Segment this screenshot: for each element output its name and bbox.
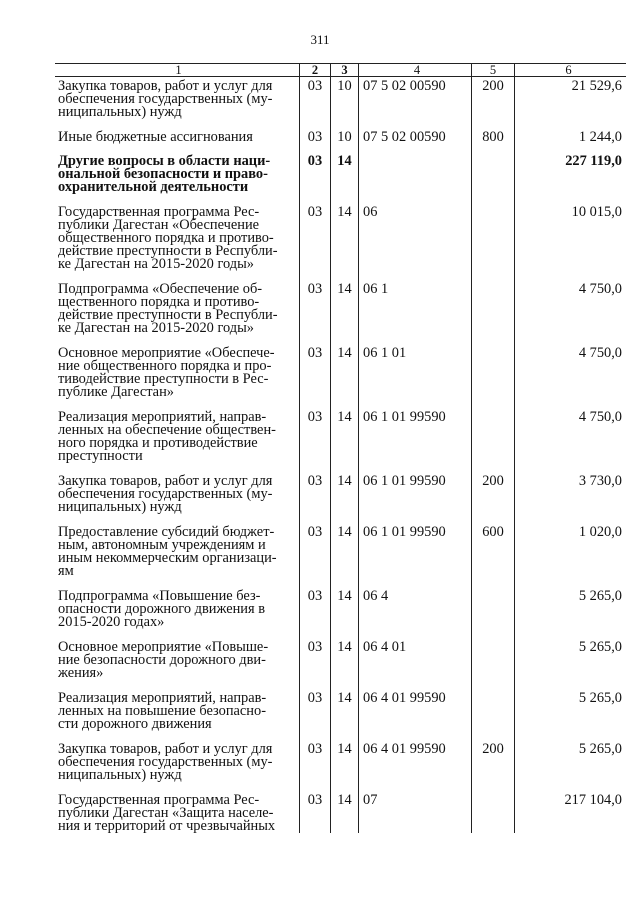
header-col-5: 5: [472, 64, 515, 77]
header-col-1: 1: [55, 64, 300, 77]
row-c6-cell: 4 750,0: [515, 408, 627, 472]
row-name-line: 2015-2020 годах»: [58, 613, 165, 630]
row-name-line: действие преступности в Республи-: [58, 306, 278, 323]
row-c4-cell: [359, 152, 472, 203]
row-name-line: тиводействие преступности в Рес-: [58, 370, 269, 387]
row-c5-cell: 600: [472, 523, 515, 587]
row-c3-cell: 14: [331, 689, 359, 740]
row-c5-cell: [472, 689, 515, 740]
row-name-line: Государственная программа Рес-: [58, 791, 260, 808]
table-row: [55, 344, 626, 408]
row-c6-cell: 4 750,0: [515, 280, 627, 344]
row-c3-cell: 14: [331, 587, 359, 638]
row-c3-cell: 14: [331, 523, 359, 587]
row-c3-cell: 14: [331, 152, 359, 203]
row-c2-cell: 03: [300, 77, 331, 128]
row-c5-cell: [472, 152, 515, 203]
row-name-line: обеспечения государственных (му-: [58, 753, 273, 770]
row-name-line: публики Дагестан «Защита населе-: [58, 804, 274, 821]
row-name-line: действие преступности в Республи-: [58, 242, 278, 259]
row-c5-cell: 200: [472, 77, 515, 128]
row-c2-cell: 03: [300, 472, 331, 523]
budget-table: [55, 63, 626, 833]
table-row: [55, 152, 626, 203]
row-name-line: Реализация мероприятий, направ-: [58, 689, 267, 706]
row-name-line: ленных на повышение безопасно-: [58, 702, 266, 719]
row-name-line: Закупка товаров, работ и услуг для: [58, 472, 273, 489]
table-row: [55, 791, 626, 833]
row-c3-cell: 10: [331, 128, 359, 152]
row-c6-cell: 21 529,6: [515, 77, 627, 128]
row-c5-cell: 800: [472, 128, 515, 152]
row-name-line: иным некоммерческим организаци-: [58, 549, 277, 566]
row-name-line: ке Дагестан на 2015-2020 годы»: [58, 319, 254, 336]
row-c6-cell: 3 730,0: [515, 472, 627, 523]
row-name-line: Государственная программа Рес-: [58, 203, 260, 220]
row-name-line: публике Дагестан»: [58, 383, 174, 400]
row-name-line: общественного порядка и противо-: [58, 229, 274, 246]
row-name-line: ным, автономным учреждениям и: [58, 536, 266, 553]
row-c4-cell: 06 4 01: [359, 638, 472, 689]
row-name-cell: [55, 740, 300, 791]
row-c2-cell: 03: [300, 689, 331, 740]
header-col-3: 3: [331, 64, 359, 77]
row-c3-cell: 14: [331, 638, 359, 689]
row-c5-cell: [472, 408, 515, 472]
row-c5-cell: 200: [472, 472, 515, 523]
row-name-cell: [55, 77, 300, 128]
row-c6-cell: 5 265,0: [515, 587, 627, 638]
row-c2-cell: 03: [300, 203, 331, 280]
row-c5-cell: 200: [472, 740, 515, 791]
row-c2-cell: 03: [300, 740, 331, 791]
row-c4-cell: 07: [359, 791, 472, 833]
row-c5-cell: [472, 280, 515, 344]
row-c3-cell: 14: [331, 344, 359, 408]
row-name-line: Подпрограмма «Повышение без-: [58, 587, 261, 604]
row-name-line: ниципальных) нужд: [58, 104, 182, 120]
table-body: [55, 77, 626, 833]
row-name-line: преступности: [58, 447, 143, 464]
row-c4-cell: 06 1 01 99590: [359, 408, 472, 472]
row-name-line: ленных на обеспечение обществен-: [58, 421, 276, 438]
row-name-line: Закупка товаров, работ и услуг для: [58, 78, 273, 94]
row-name-line: опасности дорожного движения в: [58, 600, 265, 617]
row-name-line: Основное мероприятие «Обеспече-: [58, 344, 275, 361]
row-name-line: сти дорожного движения: [58, 715, 212, 732]
row-name-line: ональной безопасности и право-: [58, 165, 268, 182]
header-col-4: 4: [359, 64, 472, 77]
row-c3-cell: 14: [331, 472, 359, 523]
row-name-line: ке Дагестан на 2015-2020 годы»: [58, 255, 254, 272]
row-c2-cell: 03: [300, 638, 331, 689]
row-name-line: ние безопасности дорожного дви-: [58, 651, 266, 668]
row-c3-cell: 14: [331, 791, 359, 833]
row-c3-cell: 14: [331, 280, 359, 344]
table-row: [55, 740, 626, 791]
row-name-line: жения»: [58, 664, 104, 681]
row-name-cell: [55, 128, 300, 152]
row-c4-cell: 06 4 01 99590: [359, 689, 472, 740]
row-name-line: обеспечения государственных (му-: [58, 91, 273, 107]
row-name-line: ям: [58, 562, 74, 579]
row-name-line: Подпрограмма «Обеспечение об-: [58, 280, 263, 297]
row-c4-cell: 06 1 01 99590: [359, 472, 472, 523]
row-name-line: Реализация мероприятий, направ-: [58, 408, 267, 425]
row-c2-cell: 03: [300, 280, 331, 344]
row-name-cell: [55, 523, 300, 587]
row-c3-cell: 14: [331, 408, 359, 472]
row-name-line: охранительной деятельности: [58, 178, 249, 195]
row-c2-cell: 03: [300, 408, 331, 472]
row-c6-cell: 5 265,0: [515, 689, 627, 740]
row-name-cell: [55, 587, 300, 638]
table-row: [55, 587, 626, 638]
row-name-line: Предоставление субсидий бюджет-: [58, 523, 275, 540]
row-c5-cell: [472, 203, 515, 280]
row-c2-cell: 03: [300, 523, 331, 587]
row-name-line: Другие вопросы в области наци-: [58, 152, 271, 169]
row-c6-cell: 1 244,0: [515, 128, 627, 152]
row-name-cell: [55, 472, 300, 523]
row-c5-cell: [472, 344, 515, 408]
row-c4-cell: 07 5 02 00590: [359, 77, 472, 128]
row-c2-cell: 03: [300, 791, 331, 833]
row-c6-cell: 227 119,0: [515, 152, 627, 203]
row-name-line: ния и территорий от чрезвычайных: [58, 817, 276, 834]
row-name-line: ние общественного порядка и про-: [58, 357, 272, 374]
row-c6-cell: 10 015,0: [515, 203, 627, 280]
row-name-cell: [55, 203, 300, 280]
row-name-cell: [55, 280, 300, 344]
header-col-6: 6: [515, 64, 627, 77]
row-name-line: ного порядка и противодействие: [58, 434, 258, 451]
row-c6-cell: 4 750,0: [515, 344, 627, 408]
row-name-line: Иные бюджетные ассигнования: [58, 128, 253, 145]
row-c6-cell: 5 265,0: [515, 638, 627, 689]
row-name-line: публики Дагестан «Обеспечение: [58, 216, 260, 233]
row-c3-cell: 14: [331, 203, 359, 280]
row-c4-cell: 06 1 01 99590: [359, 523, 472, 587]
table-row: [55, 523, 626, 587]
row-name-line: обеспечения государственных (му-: [58, 485, 273, 502]
row-name-cell: [55, 791, 300, 833]
table-row: [55, 203, 626, 280]
row-name-cell: [55, 152, 300, 203]
row-c2-cell: 03: [300, 152, 331, 203]
table-header-row: [55, 64, 626, 77]
row-c4-cell: 06 4 01 99590: [359, 740, 472, 791]
row-c5-cell: [472, 791, 515, 833]
table-row: [55, 472, 626, 523]
table-row: [55, 689, 626, 740]
table-row: [55, 638, 626, 689]
table-row: [55, 77, 626, 128]
header-col-2: 2: [300, 64, 331, 77]
row-c4-cell: 06 4: [359, 587, 472, 638]
row-c3-cell: 10: [331, 77, 359, 128]
table-row: [55, 408, 626, 472]
row-c2-cell: 03: [300, 128, 331, 152]
row-c5-cell: [472, 638, 515, 689]
table-row: [55, 128, 626, 152]
row-c6-cell: 5 265,0: [515, 740, 627, 791]
row-name-cell: [55, 344, 300, 408]
row-name-cell: [55, 408, 300, 472]
row-name-cell: [55, 638, 300, 689]
row-c2-cell: 03: [300, 587, 331, 638]
row-c6-cell: 1 020,0: [515, 523, 627, 587]
row-c4-cell: 06 1 01: [359, 344, 472, 408]
row-c4-cell: 07 5 02 00590: [359, 128, 472, 152]
row-c4-cell: 06: [359, 203, 472, 280]
row-c2-cell: 03: [300, 344, 331, 408]
row-name-line: Основное мероприятие «Повыше-: [58, 638, 269, 655]
row-name-line: ниципальных) нужд: [58, 498, 182, 515]
row-name-line: щественного порядка и противо-: [58, 293, 260, 310]
page-number: 311: [310, 32, 330, 47]
row-c5-cell: [472, 587, 515, 638]
row-c6-cell: 217 104,0: [515, 791, 627, 833]
table-row: [55, 280, 626, 344]
row-name-line: ниципальных) нужд: [58, 766, 182, 783]
row-c3-cell: 14: [331, 740, 359, 791]
row-name-cell: [55, 689, 300, 740]
row-name-line: Закупка товаров, работ и услуг для: [58, 740, 273, 757]
row-c4-cell: 06 1: [359, 280, 472, 344]
